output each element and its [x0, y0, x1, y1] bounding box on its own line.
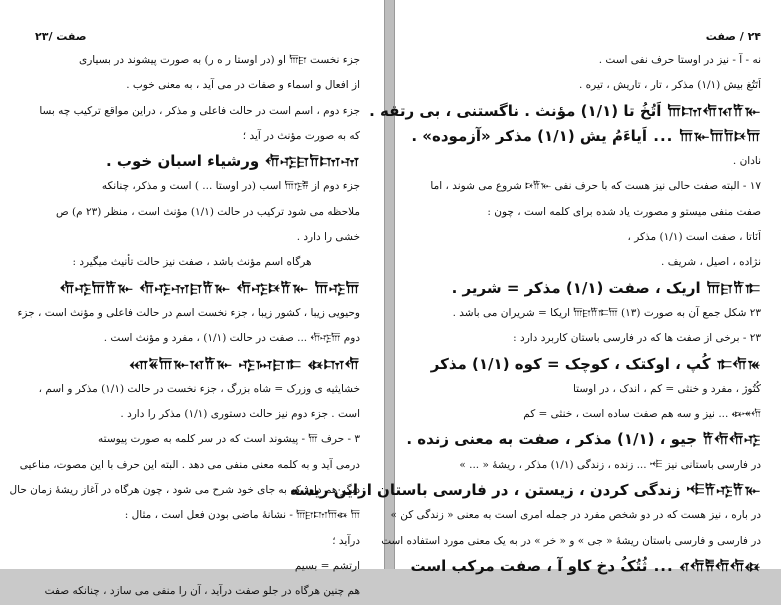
text-line: که به صورت مؤنث در آید ؛ [242, 129, 360, 142]
text-line: اَنَاتا ، صفت است (۱/۱) مذکر ، [627, 231, 761, 244]
text-line: خشایثیه ی وزرک = شاه بزرگ ، جزء نخست در حالت (۱/۱) مذکر و اسم ، [38, 382, 360, 395]
cuneiform-line: 𐎢𐎺𐎠𐎡𐎹 𐎢𐎺𐎶𐎼𐎡𐎹 𐎢𐎺𐎴𐎡𐎹 𐎠𐎺𐎠 [60, 278, 360, 297]
text-line: صفت منفی میستو و مصورت یاد شده برای کلمه است ، چون : [487, 205, 761, 218]
text-line: دوم 𐎢𐎺𐎠 ... صفت در حالت (۱/۱) ، مفرد و مؤنث است . [103, 332, 360, 345]
text-line: اَتَتُغ بیش (۱/۱) مذکر ، تار ، تاریش ، تیره . [579, 79, 761, 92]
text-line: هم چنین هرگاه در جلو صفت درآید ، آن را منفی می سازد ، چنانکه صفت [44, 585, 360, 598]
cuneiform-line: 𐎤𐎢𐎱𐎢𐎢𐏃 ... ثُتُکُ دخ کاو آ ، صفت مرکب است [410, 556, 761, 575]
text-line: جزء دوم ، اسم است در حالت فاعلی و مذکر ، دراین مواقع ترکیب چه بسا [39, 104, 360, 117]
text-line: کُتُوژ ، مفرد و خنثی = کم ، اندک ، در اوستا [572, 382, 761, 395]
cuneiform-line: 𐎪𐎡𐎺𐎡𐎹 زندگی کردن ، زیستن ، در فارسی باستان ازاین ریشه [289, 481, 761, 500]
cuneiform-line: 𐎢𐎺𐎼𐎭𐎫𐎶 ورشیاء اسبان خوب . [106, 152, 360, 171]
page-body [9, 48, 360, 605]
cuneiform-line: 𐎡𐎢𐎢𐎺 جیو ، (۱/۱) مذکر ، صفت به معنی زنده . [406, 430, 761, 449]
text-line: درمی آید و به کلمه معنی منفی می دهد . البته این حرف با این مصوت، مناعیی [19, 458, 360, 471]
text-line: در باره ، نیز هست که در دو شخص مفرد در جمله امری است به معنی « زندگی کن » [390, 509, 761, 522]
text-line: وحیویی زیبا ، کشور زیبا ، جزء نخست اسم در حالت فاعلی و مؤنث است ، جزء [17, 306, 360, 319]
text-line: ۱۷ - البته صفت حالی نیز هست که با حرف نفی 𐎴𐎡𐎹 شروع می شوند ، اما [430, 180, 761, 193]
cuneiform-line: 𐎠𐎫𐎢𐎰𐎡𐎹 اَتُخُ تا (۱/۱) مؤنث . ناگستنی ، بی رتقه . [369, 101, 761, 120]
text-line: 𐎠𐎼𐎫𐎠𐏃 𐎠 - نشانهٔ ماضی بودن فعل است ، مثال : [124, 509, 360, 522]
text-line: 𐏃𐎽𐎢 ... نیز و سه هم صفت ساده است ، خنثی = کم [523, 408, 761, 421]
text-line: درآید ؛ [332, 534, 360, 547]
text-line: ارتشم = بسیم [294, 559, 360, 572]
text-line: دیگر هم دارد که به جای خود شرح می شود ، چون هرگاه در آغاز ریشهٔ زمان حال [9, 484, 360, 497]
page-header: ۲۴ / صفت [705, 30, 761, 43]
text-line: نه - آ - نیز در اوستا حرف نفی است . [598, 54, 761, 66]
text-line: از افعال و اسماء و صفات در می آید ، به معنی خوب . [126, 79, 360, 92]
cuneiform-line: 𐎠𐎼𐎡𐎣 اریک ، صفت (۱/۱) مذکر = شریر . [451, 278, 761, 297]
text-line: نادان . [732, 155, 761, 168]
text-line: در فارسی و فارسی باستان ریشهٔ « جی » و « خر » در به یک معنی مورد استفاده است [381, 534, 761, 547]
page-header: صفت /۲۳ [35, 30, 87, 43]
text-line: ۲۳ - برخی از صفت ها که در فارسی باستان کاربرد دارد : [513, 332, 761, 345]
cuneiform-line: 𐎠𐎹𐎠𐎭𐎴𐎠 ... اَیاءَمُ یش (۱/۱) مذکر «آزموده» . [411, 126, 761, 145]
cuneiform-line: 𐎣𐎢𐎳 کُپ ، اوکتک ، کوچک = کوه (۱/۱) مذکر [430, 354, 761, 373]
text-line: ملاحظه می شود ترکیب در حالت (۱/۱) مؤنث است ، منظر (۲۳ م) ص [55, 205, 360, 218]
cuneiform-line: 𐎧𐏁𐎠𐎹𐎰𐎡𐎹 𐎺𐏀𐎼𐎣 𐏃𐎫𐎢 [129, 354, 360, 373]
text-line: هرگاه اسم مؤنث باشد ، صفت نیز حالت تأنیث میگیرد : [72, 256, 312, 269]
text-line: جزء نخست 𐎠𐎼 او (در اوستا ر ه ر) به صورت پیشوند در بسیاری [79, 54, 360, 66]
text-line: ۲۳ شکل جمع آن به صورت (۱۳) 𐎠𐎼𐎡𐎣𐎠 اریکا = شریران می باشد . [452, 306, 761, 319]
text-line: نژاده ، اصیل ، شریف . [661, 256, 761, 269]
text-line: است . جزء دوم نیز حالت دستوری (۱/۱) مذکر را دارد . [120, 408, 360, 421]
text-line: جزء دوم از 𐎠𐎿𐎱 اسب (در اوستا ... ) است و مذکر، چنانکه [101, 180, 360, 193]
text-line: در فارسی باستانی نیز 𐎪 ... زنده ، زندگی (۱/۱) مذکر ، ریشهٔ « ... » [459, 458, 761, 471]
text-line: ۳ - حرف 𐎠 - پیشوند است که در سر کلمه به صورت پیوسته [98, 433, 360, 446]
text-line: خشی را دارد . [296, 231, 360, 244]
